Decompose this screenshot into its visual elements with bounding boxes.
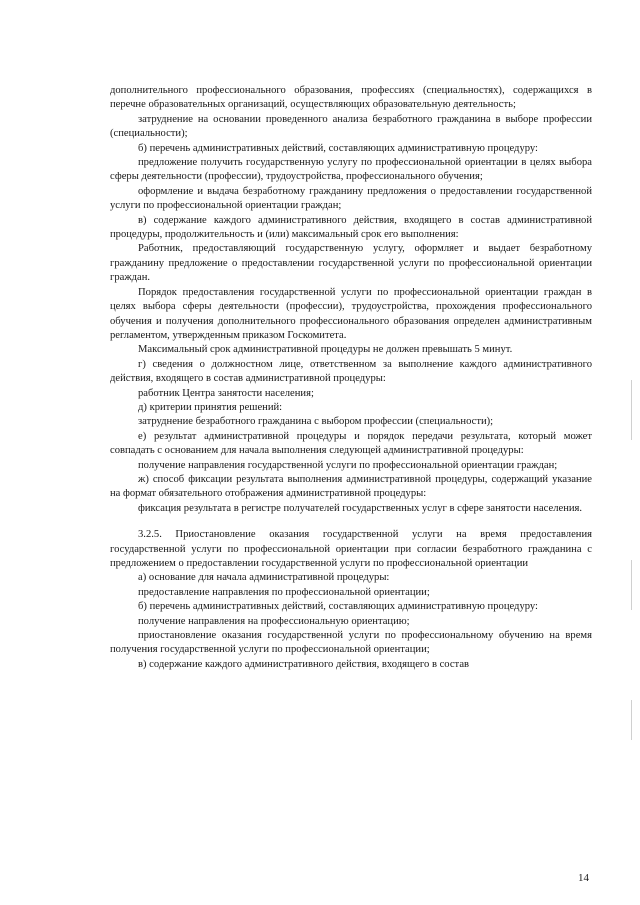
paragraph: Порядок предоставления государственной услуги по профессиональной ориентации граждан в целях выбора сферы деятельности (профессии), трудоустройства, прохождения профессионального обучения и получения дополнительного профессионального образования определен административным регламентом, утвержденным приказом Госкомитета. xyxy=(110,286,592,341)
paragraph: предоставление направления по профессиональной ориентации; xyxy=(138,586,430,598)
paragraph: б) перечень административных действий, составляющих административную процедуру: xyxy=(138,601,538,613)
paragraph: Максимальный срок административной процедуры не должен превышать 5 минут. xyxy=(138,344,513,356)
paragraph: дополнительного профессионального образования, профессиях (специальностях), содержащихся в перечне образовательных организаций, осуществляющих образовательную деятельность; xyxy=(110,85,592,111)
paragraph-gap xyxy=(110,516,592,528)
scan-edge-mark xyxy=(631,700,632,740)
paragraph: затруднение безработного гражданина с выбором профессии (специальности); xyxy=(138,416,494,428)
paragraph: затруднение на основании проведенного анализа безработного гражданина в выборе профессии (специальности); xyxy=(110,113,592,140)
paragraph: предложение получить государственную услугу по профессиональной ориентации в целях выбора сферы деятельности (профессии), трудоустройства, профессионального обучения; xyxy=(110,157,592,183)
scan-edge-mark xyxy=(631,380,632,440)
paragraph: фиксация результата в регистре получателей государственных услуг в сфере занятости населения. xyxy=(138,502,583,514)
paragraph: оформление и выдача безработному гражданину предложения о предоставлении государственной услуги по профессиональной ориентации граждан; xyxy=(110,185,592,212)
paragraph: в) содержание каждого административного действия, входящего в состав xyxy=(138,658,470,670)
paragraph: д) критерии принятия решений: xyxy=(138,401,283,413)
document-body xyxy=(110,84,592,672)
paragraph: б) перечень административных действий, составляющих административную процедуру: xyxy=(138,142,538,154)
paragraph: Работник, предоставляющий государственную услугу, оформляет и выдает безработному гражданину предложение о предоставлении государственной услуги по профессиональной ориентации граждан. xyxy=(110,243,592,284)
page-number: 14 xyxy=(578,872,589,884)
paragraph: приостановление оказания государственной услуги по профессиональному обучению на время получения государственной услуги по профессиональной ориентации; xyxy=(110,630,592,656)
paragraph: получение направления государственной услуги по профессиональной ориентации граждан; xyxy=(138,459,558,471)
paragraph: е) результат административной процедуры и порядок передачи результата, который может совпадать с основанием для начала выполнения следующей административной процедуры: xyxy=(110,430,592,457)
paragraph: получение направления на профессиональную ориентацию; xyxy=(138,615,410,627)
paragraph: ж) способ фиксации результата выполнения административной процедуры, содержащий указание на формат обязательного отображения административной процедуры: xyxy=(110,473,592,500)
paragraph: а) основание для начала административной процедуры: xyxy=(138,572,390,584)
paragraph: работник Центра занятости населения; xyxy=(138,387,314,399)
scan-edge-mark xyxy=(631,560,632,610)
paragraph: в) содержание каждого административного действия, входящего в состав административной процедуры, продолжительность и (или) максимальный срок его выполнения: xyxy=(110,214,592,241)
paragraph: 3.2.5. Приостановление оказания государственной услуги на время предоставления государственной услуги по профессиональной ориентации при согласии безработного гражданина с предложением о предоставлении государственной услуги по профессиональной ориентации xyxy=(110,529,592,569)
paragraph: г) сведения о должностном лице, ответственном за выполнение каждого административного действия, входящего в состав административной процедуры: xyxy=(110,358,592,385)
